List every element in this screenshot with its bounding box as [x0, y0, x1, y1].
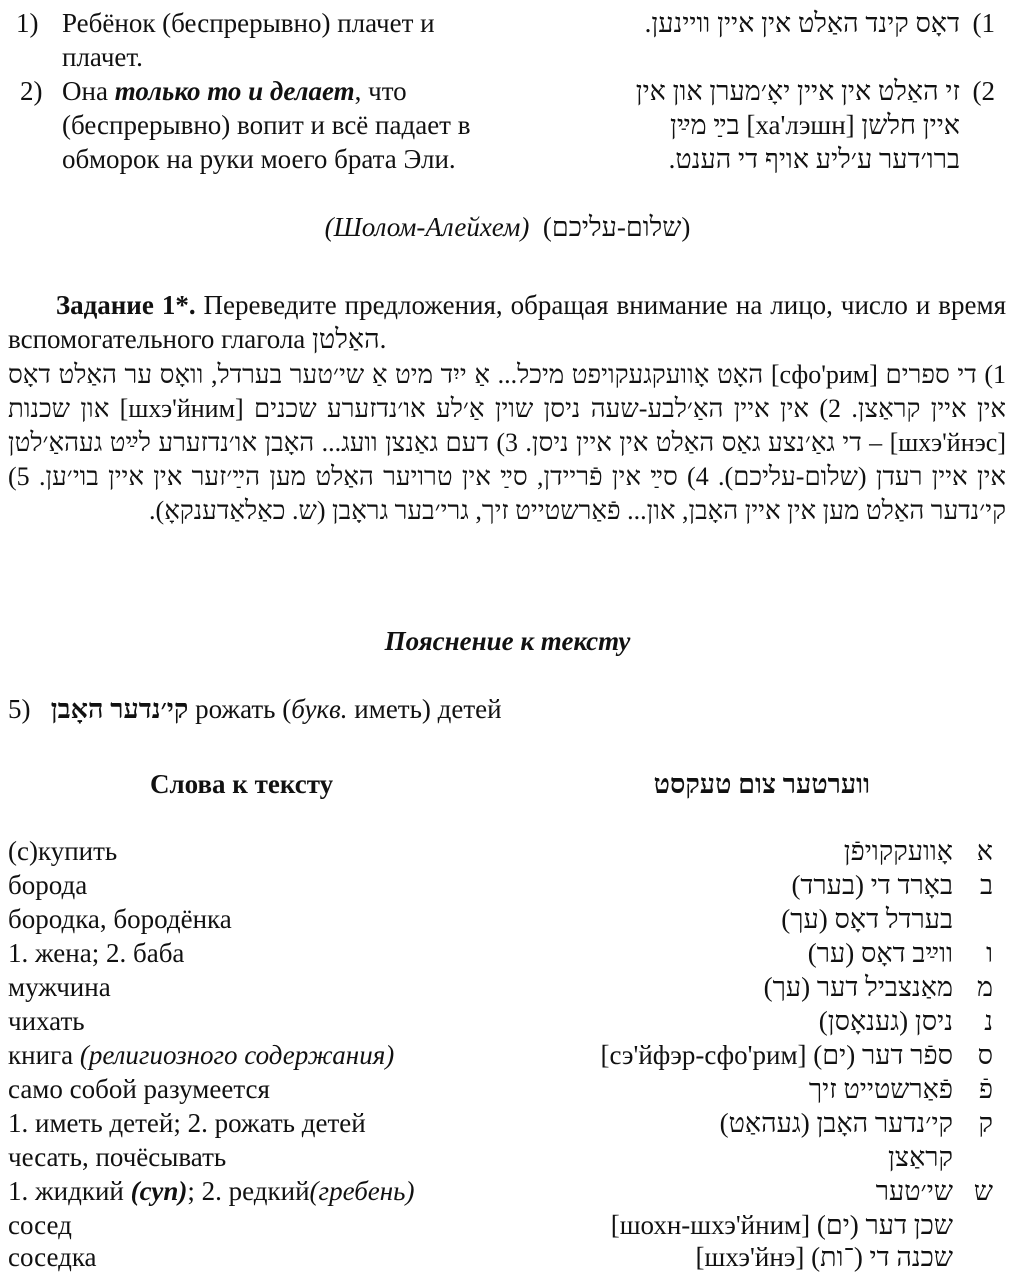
- vocab-row: соседка שכנה די (־ות) [шхэ'йнэ]: [8, 1242, 953, 1272]
- vocab-row: сосед שכן דער (ים) [шохн-шхэ'йним]: [8, 1210, 953, 1240]
- vocab-row: чесать, почёсывать קראַצן: [8, 1142, 953, 1172]
- yiddish-text: 1) די ספרים [сфо'рим] האָט אָוועקגעקויפט מיכל... אַ ייִד מיט אַ שי׳טער בערדל, וואָס ער האַלט דאָס אין איין קראַצן. 2) אין איין האַ׳לבע-שעה ניסן שוין אַ׳לע או׳נדזערע שכנים [шхэ'йним] און שכנות [шхэ'йнэс] – די גאַ׳נצע גאַס האַלט אין איין ניסן. 3) דעם גאַנצן וועג... האָבן או׳נדזערע לײַט געהאַ׳לטן אין איין רעדן (שלום-עליכם). 4) סײַ אין פֿריידן, סײַ אין טרויער האַלט מען הײַ׳זער אין איין בוי׳ען. 5) קי׳נדער האַלט מען אין איין האָבן, און... פֿאַרשטייט זיך, גרי׳בער גראָבן (ש. כאַלאַדענקאָ).: [8, 360, 1006, 525]
- vocab-row: чихать ניסן (גענאָסן) נ: [8, 1006, 993, 1036]
- vocab-heading-russian: Слова к тексту: [150, 769, 334, 799]
- vocab-row: (с)купить אָוועקקויפֿן א: [8, 836, 993, 866]
- task-verb: האַלטן.: [312, 324, 387, 354]
- vocab-heading-yiddish: ווערטער צום טעקסט: [653, 769, 870, 799]
- example-number: 1): [16, 8, 39, 38]
- vocab-row: мужчина מאַנצביל דער (עך) מ: [8, 972, 993, 1002]
- source-attribution: (Шолом-Алейхем) (שלום-עליכם): [324, 212, 691, 242]
- task-title: Задание 1*.: [55, 290, 196, 320]
- vocab-row: 1. жена; 2. баба ווײַב דאָס (ער) ו: [8, 938, 993, 968]
- vocab-row: 1. иметь детей; 2. рожать детей קי׳נדער האָבן (געהאַט) ק: [8, 1108, 993, 1138]
- vocab-row: книга (религиозного содержания) ספֿר דער (ים) [сэ'йфэр-сфо'рим] ס: [8, 1040, 993, 1070]
- example-number-he: (1: [972, 8, 995, 38]
- explanation-note: 5) קי׳נדער האָבן рожать (букв. иметь) детей: [8, 694, 502, 724]
- example-number: 2): [20, 76, 43, 106]
- example-hebrew: זי האַלט אין איין יאָ׳מערן און אין איין חלשן [ха'лэшн] בײַ מײַן ברו׳דער ע׳ליע אויף די הענט.: [635, 76, 960, 174]
- example-russian: Она только то и делает, что (беспрерывно) вопит и всё падает в обморок на руки моего брата Эли.: [62, 76, 471, 174]
- vocab-row: борода באָרד די (בערד) ב: [8, 870, 993, 900]
- task-instruction: Задание 1*. Переведите предложения, обращая внимание на лицо, число и время вспомогательного глагола האַלטן.: [8, 290, 1006, 354]
- example-russian: Ребёнок (беспрерывно) плачет и плачет.: [62, 8, 435, 72]
- vocab-row: 1. жидкий (суп); 2. редкий(гребень) שי׳טער ש: [8, 1176, 993, 1206]
- vocab-row: бородка, бородёнка בערדל דאָס (עך): [8, 904, 953, 934]
- example-number-he: (2: [972, 76, 995, 106]
- explanation-heading: Пояснение к тексту: [384, 626, 631, 656]
- example-hebrew: דאָס קינד האַלט אין איין וויינען.: [644, 8, 960, 38]
- vocab-row: само собой разумеется פֿאַרשטייט זיך פֿ: [8, 1074, 993, 1104]
